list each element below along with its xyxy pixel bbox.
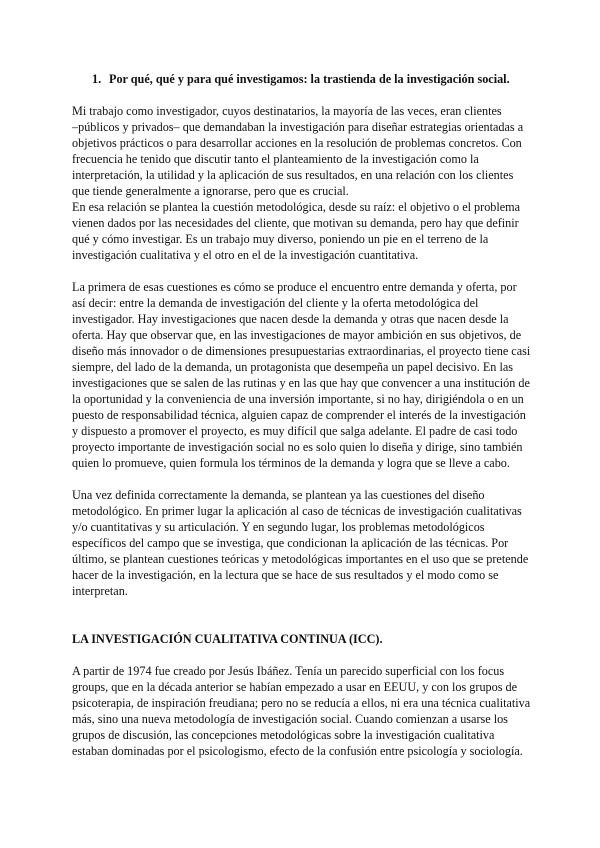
text-line: objetivos prácticos o para desarrollar acciones en la resolución de problemas concretos. Con [72, 136, 522, 150]
paragraph-2 [72, 279, 532, 471]
text-line: más, sino una nueva metodología de investigación social. Cuando comienzan a usarse los [72, 712, 508, 726]
text-line: vienen dados por las necesidades del cliente, que motivan su demanda, pero hay que definir [72, 216, 519, 230]
text-line: siempre, del lado de la demanda, un protagonista que desempeña un papel decisivo. En las [72, 360, 513, 374]
text-line: En esa relación se plantea la cuestión metodológica, desde su raíz: el objetivo o el problema [72, 200, 521, 214]
text-line: puesto de responsabilidad técnica, alguien capaz de comprender el interés de la investigación [72, 408, 526, 422]
text-line: proyecto importante de investigación social no es solo quien lo diseña y dirige, sino también [72, 440, 523, 454]
paragraph-3 [72, 487, 532, 599]
text-line: La primera de esas cuestiones es cómo se produce el encuentro entre demanda y oferta, por [72, 280, 517, 294]
text-line: investigaciones que se salen de las rutinas y en las que hay que convencer a una institución de [72, 376, 530, 390]
text-line: la oportunidad y la conveniencia de una inversión importante, si no hay, dirigiéndola o en un [72, 392, 524, 406]
text-line: Una vez definida correctamente la demanda, se plantean ya las cuestiones del diseño [72, 488, 485, 502]
section-heading-icc: LA INVESTIGACIÓN CUALITATIVA CONTINUA (ICC). [72, 632, 383, 646]
text-line: investigación cualitativa y el otro en el de la investigación cuantitativa. [72, 248, 419, 262]
text-line: frecuencia he tenido que discutir tanto el planteamiento de la investigación como la [72, 152, 479, 166]
section-number: 1. [92, 72, 102, 86]
text-line: qué y cómo investigar. Es un trabajo muy diverso, poniendo un pie en el terreno de la [72, 232, 489, 246]
paragraph-1 [72, 103, 532, 263]
text-line: oferta. Hay que observar que, en las investigaciones de mayor ambición en sus objetivos, de [72, 328, 522, 342]
text-line: y/o cuantitativas y su articulación. Y en segundo lugar, los problemas metodológicos [72, 520, 485, 534]
text-line: diseño más innovador o de dimensiones presupuestarias extraordinarias, el proyecto tiene casi [72, 344, 531, 358]
section-heading [92, 71, 552, 87]
text-line: y dispuesto a promover el proyecto, es muy difícil que salga adelante. El padre de casi todo [72, 424, 518, 438]
text-line: –públicos y privados– que demandaban la investigación para diseñar estrategias orientadas a [72, 120, 524, 134]
text-line: Mi trabajo como investigador, cuyos destinatarios, la mayoría de las veces, eran clientes [72, 104, 502, 118]
text-line: metodológico. En primer lugar la aplicación al caso de técnicas de investigación cualitativas [72, 504, 522, 518]
text-line: estaban dominadas por el psicologismo, efecto de la confusión entre psicología y sociología. [72, 744, 523, 758]
text-line: último, se plantean cuestiones teóricas y metodológicas importantes en el uso que se pretende [72, 552, 529, 566]
text-line: así decir: entre la demanda de investigación del cliente y la oferta metodológica del [72, 296, 479, 310]
text-line: A partir de 1974 fue creado por Jesús Ibáñez. Tenía un parecido superficial con los focus [72, 664, 505, 678]
text-line: específicos del campo que se investiga, que condicionan la aplicación de las técnicas. Por [72, 536, 509, 550]
text-line: interpretan. [72, 584, 128, 598]
text-line: interpretación, la utilidad y la aplicación de sus resultados, en una relación con los clientes [72, 168, 514, 182]
section-title: Por qué, qué y para qué investigamos: la trastienda de la investigación social. [109, 72, 510, 86]
text-line: investigador. Hay investigaciones que nacen desde la demanda y otras que nacen desde la [72, 312, 509, 326]
text-line: quien lo promueve, quien formula los términos de la demanda y logra que se lleve a cabo. [72, 456, 510, 470]
text-line: hacer de la investigación, en la lectura que se hace de sus resultados y el modo como se [72, 568, 499, 582]
text-line: psicoterapia, de inspiración freudiana; pero no se reducía a ellos, ni era una técnica cualitativa [72, 696, 531, 710]
text-line: grupos de discusión, las concepciones metodológicas sobre la investigación cualitativa [72, 728, 495, 742]
text-line: groups, que en la década anterior se habían empezado a usar en EEUU, y con los grupos de [72, 680, 518, 694]
text-line: que tiende generalmente a ignorarse, pero que es crucial. [72, 184, 349, 198]
paragraph-4 [72, 663, 532, 759]
